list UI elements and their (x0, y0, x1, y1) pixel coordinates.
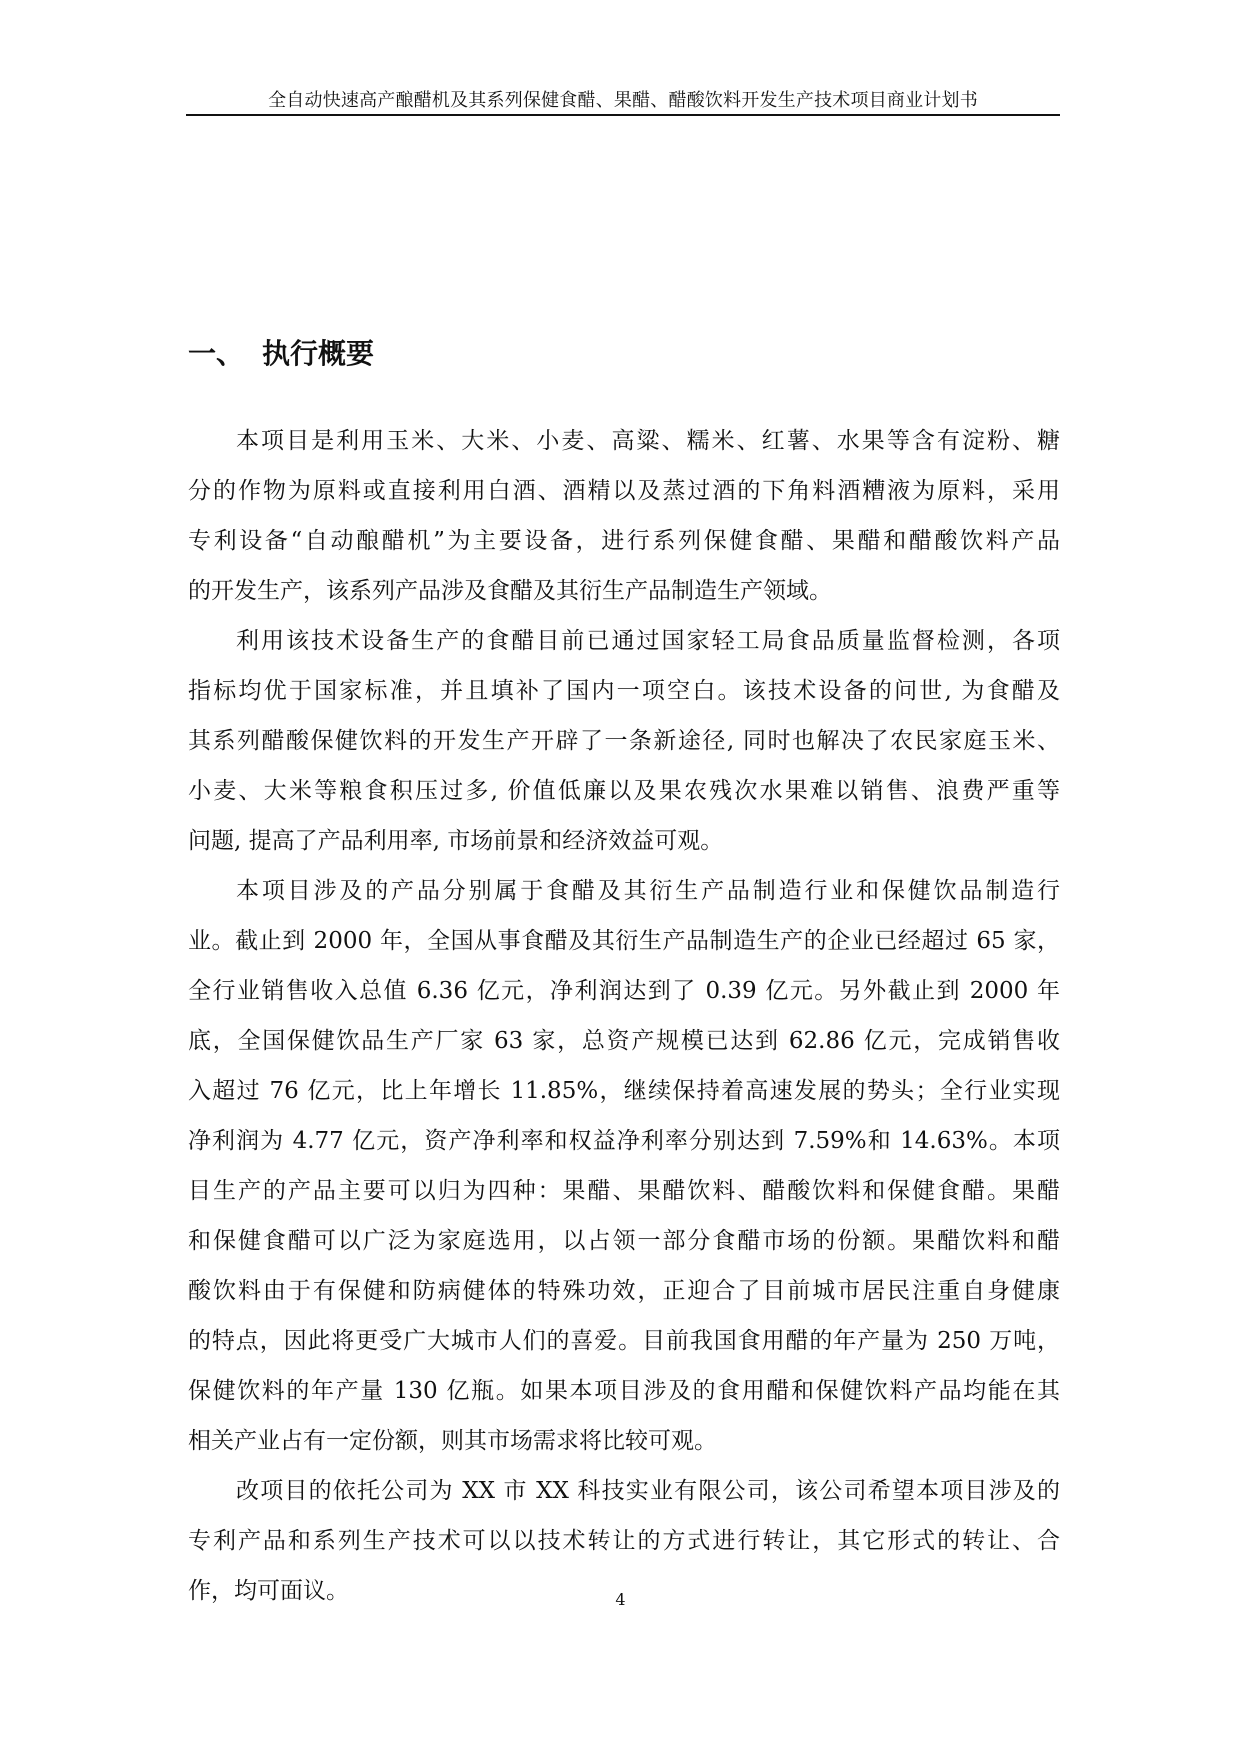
text-line: 相关产业占有一定份额，则其市场需求将比较可观。 (188, 1428, 717, 1454)
text-line: 全行业销售收入总值 6.36 亿元，净利润达到了 0.39 亿元。另外截止到 2000 年 (188, 978, 1060, 1004)
running-header: 全自动快速高产酿醋机及其系列保健食醋、果醋、醋酸饮料开发生产技术项目商业计划书 (268, 90, 978, 111)
text-line: 净利润为 4.77 亿元，资产净利率和权益净利率分别达到 7.59%和 14.63%。本项 (188, 1128, 1060, 1154)
text-line: 专利产品和系列生产技术可以以技术转让的方式进行转让，其它形式的转让、合 (188, 1528, 1060, 1554)
text-line: 问题, 提高了产品利用率, 市场前景和经济效益可观。 (188, 828, 724, 854)
header-rule (186, 114, 1060, 116)
text-line: 分的作物为原料或直接利用白酒、酒精以及蒸过酒的下角料酒糟液为原料，采用 (188, 478, 1060, 504)
page-number: 4 (615, 1590, 626, 1609)
body-text (188, 416, 1060, 1616)
text-line: 专利设备“自动酿醋机”为主要设备，进行系列保健食醋、果醋和醋酸饮料产品 (188, 528, 1060, 554)
text-line: 其系列醋酸保健饮料的开发生产开辟了一条新途径, 同时也解决了农民家庭玉米、 (188, 728, 1060, 754)
paragraph-quality-inspection (188, 616, 1060, 866)
section-number: 一、 (188, 337, 245, 370)
text-line: 本项目涉及的产品分别属于食醋及其衍生产品制造行业和保健饮品制造行 (236, 878, 1060, 904)
paragraph-project-intro (188, 416, 1060, 616)
text-line: 酸饮料由于有保健和防病健体的特殊功效，正迎合了目前城市居民注重自身健康 (188, 1278, 1060, 1304)
text-line: 利用该技术设备生产的食醋目前已通过国家轻工局食品质量监督检测，各项 (236, 628, 1060, 654)
text-line: 业。截止到 2000 年，全国从事食醋及其衍生产品制造生产的企业已经超过 65 家， (188, 928, 1060, 954)
text-line: 小麦、大米等粮食积压过多, 价值低廉以及果农残次水果难以销售、浪费严重等 (188, 778, 1060, 804)
text-line: 和保健食醋可以广泛为家庭选用，以占领一部分食醋市场的份额。果醋饮料和醋 (188, 1228, 1060, 1254)
text-line: 改项目的依托公司为 XX 市 XX 科技实业有限公司，该公司希望本项目涉及的 (236, 1478, 1060, 1504)
text-line: 作，均可面议。 (188, 1578, 349, 1604)
text-line: 本项目是利用玉米、大米、小麦、高粱、糯米、红薯、水果等含有淀粉、糖 (236, 428, 1060, 454)
text-line: 底，全国保健饮品生产厂家 63 家，总资产规模已达到 62.86 亿元，完成销售收 (188, 1028, 1060, 1054)
text-line: 的特点，因此将更受广大城市人们的喜爱。目前我国食用醋的年产量为 250 万吨， (188, 1328, 1060, 1354)
section-title: 执行概要 (262, 337, 375, 370)
text-line: 目生产的产品主要可以归为四种：果醋、果醋饮料、醋酸饮料和保健食醋。果醋 (188, 1178, 1060, 1204)
section-heading (188, 332, 374, 372)
text-line: 指标均优于国家标准，并且填补了国内一项空白。该技术设备的问世, 为食醋及 (188, 678, 1060, 704)
text-line: 的开发生产，该系列产品涉及食醋及其衍生产品制造生产领域。 (188, 578, 832, 604)
text-line: 保健饮料的年产量 130 亿瓶。如果本项目涉及的食用醋和保健饮料产品均能在其 (188, 1378, 1060, 1404)
paragraph-industry-market (188, 866, 1060, 1466)
text-line: 入超过 76 亿元，比上年增长 11.85%，继续保持着高速发展的势头；全行业实现 (188, 1078, 1060, 1104)
